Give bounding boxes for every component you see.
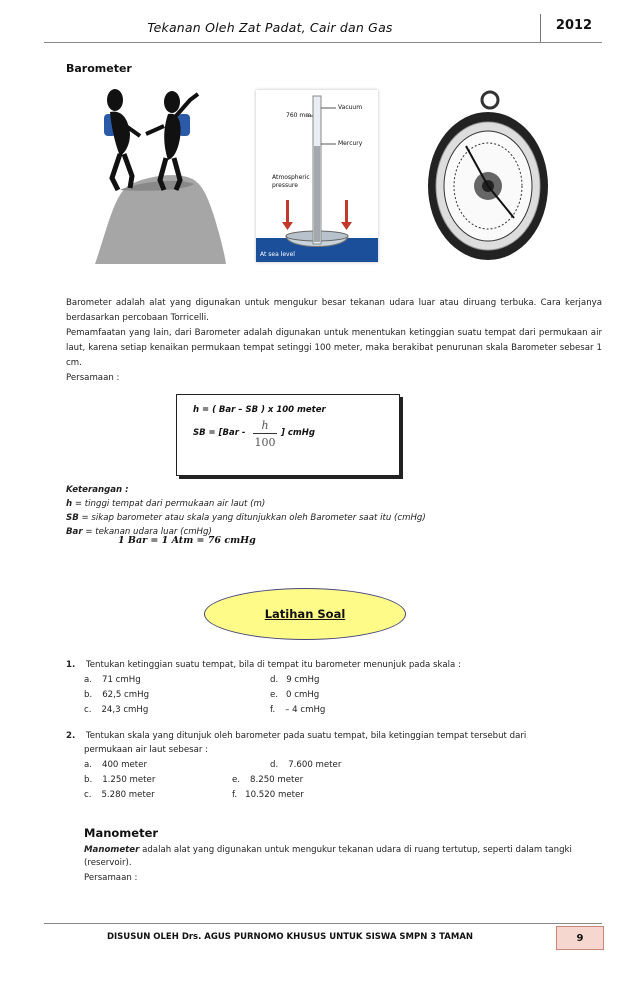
label-vacuum: Vacuum — [338, 104, 363, 111]
section-title-manometer: Manometer — [84, 826, 159, 840]
manometer-text-cont: (reservoir). — [84, 858, 132, 868]
question-1-text: Tentukan ketinggian suatu tempat, bila di tempat itu barometer menunjuk pada skala : — [85, 660, 461, 670]
barometer-paragraph — [66, 296, 602, 386]
manometer-persamaan: Persamaan : — [84, 873, 138, 883]
label-sea-level: At sea level — [260, 251, 295, 258]
equation-sb-suffix: ] cmHg — [281, 428, 315, 438]
question-2-text-cont: permukaan air laut sebesar : — [84, 745, 209, 755]
manometer-key: Manometer — [84, 845, 140, 855]
q2-option-c: c. 5.280 meter — [84, 790, 155, 800]
q1-option-f: f. – 4 cmHg — [270, 705, 326, 715]
q2-option-a: a. 400 meter — [84, 760, 147, 770]
equation-box — [176, 394, 400, 476]
footer-text: DISUSUN OLEH Drs. AGUS PURNOMO KHUSUS UNTUK SISWA SMPN 3 TAMAN — [106, 932, 474, 942]
q1-option-e: e. 0 cmHg — [270, 690, 320, 700]
manometer-text: adalah alat yang digunakan untuk mengukur tekanan udara di ruang tertutup, seperti dalam tangki — [139, 845, 572, 855]
keterangan-block — [66, 483, 426, 539]
paragraph-1: Barometer adalah alat yang digunakan untuk mengukur besar tekanan udara luar atau diruang terbuka. Cara kerjanya berdasarkan percobaan Torricelli. — [66, 298, 602, 323]
header-rule — [44, 42, 602, 43]
question-1 — [66, 660, 461, 670]
latihan-soal-title: Latihan Soal — [264, 607, 346, 621]
page-number — [556, 926, 604, 950]
desc-sb: = sikap barometer atau skala yang ditunjukkan oleh Barometer saat itu (cmHg) — [78, 513, 426, 523]
mercury-barometer-image — [256, 90, 378, 262]
q2-option-d: d. 7.600 meter — [270, 760, 342, 770]
q1-option-d: d. 9 cmHg — [270, 675, 320, 685]
q2-option-b: b. 1.250 meter — [84, 775, 156, 785]
q2-option-f: f. 10.520 meter — [232, 790, 304, 800]
equation-h: h = ( Bar – SB ) x 100 meter — [193, 405, 326, 415]
latihan-soal-banner — [204, 588, 406, 640]
question-2 — [66, 731, 602, 741]
question-2-number: 2. — [66, 731, 76, 741]
key-sb: SB — [66, 513, 79, 523]
header-year: 2012 — [555, 18, 593, 33]
fraction-numerator: h — [261, 419, 269, 432]
manometer-paragraph — [84, 843, 602, 857]
desc-h: = tinggi tempat dari permukaan air laut (m) — [72, 499, 266, 509]
atm-conversion: 1 Bar = 1 Atm = 76 cmHg — [118, 535, 256, 546]
footer-rule — [44, 923, 602, 924]
label-mercury: Mercury — [338, 140, 363, 147]
paragraph-3: Persamaan : — [66, 373, 120, 383]
page-number-value: 9 — [576, 932, 584, 944]
header-divider — [540, 14, 541, 42]
q1-option-c: c. 24,3 cmHg — [84, 705, 149, 715]
q1-option-a: a. 71 cmHg — [84, 675, 141, 685]
q2-option-e: e. 8.250 meter — [232, 775, 304, 785]
key-bar: Bar — [66, 527, 83, 537]
header-title: Tekanan Oleh Zat Padat, Cair dan Gas — [147, 20, 393, 35]
question-1-number: 1. — [66, 660, 76, 670]
q1-option-b: b. 62,5 cmHg — [84, 690, 150, 700]
label-atm-pressure: Atmospheric pressure — [272, 174, 310, 189]
fraction-bar — [253, 433, 277, 434]
label-760mm: 760 mm — [286, 112, 312, 119]
aneroid-barometer-image — [418, 86, 556, 266]
fraction-denominator: 100 — [254, 436, 276, 449]
desc-bar: = tekanan udara luar (cmHg) — [82, 527, 212, 537]
key-h: h — [66, 499, 73, 509]
equation-sb-prefix: SB = [Bar - — [193, 428, 246, 438]
question-2-text: Tentukan skala yang ditunjuk oleh barometer pada suatu tempat, bila ketinggian tempat tersebut dari — [85, 731, 527, 741]
keterangan-title: Keterangan : — [66, 485, 129, 495]
hikers-illustration — [90, 86, 230, 266]
section-title-barometer: Barometer — [66, 62, 132, 75]
paragraph-2: Pemamfaatan yang lain, dari Barometer adalah digunakan untuk menentukan ketinggian suatu tempat dari permukaan air laut, karena setiap kenaikan permukaan tempat setinggi 100 meter, maka berakibat penurunan skala Barometer sebesar 1 cm. — [66, 328, 602, 368]
